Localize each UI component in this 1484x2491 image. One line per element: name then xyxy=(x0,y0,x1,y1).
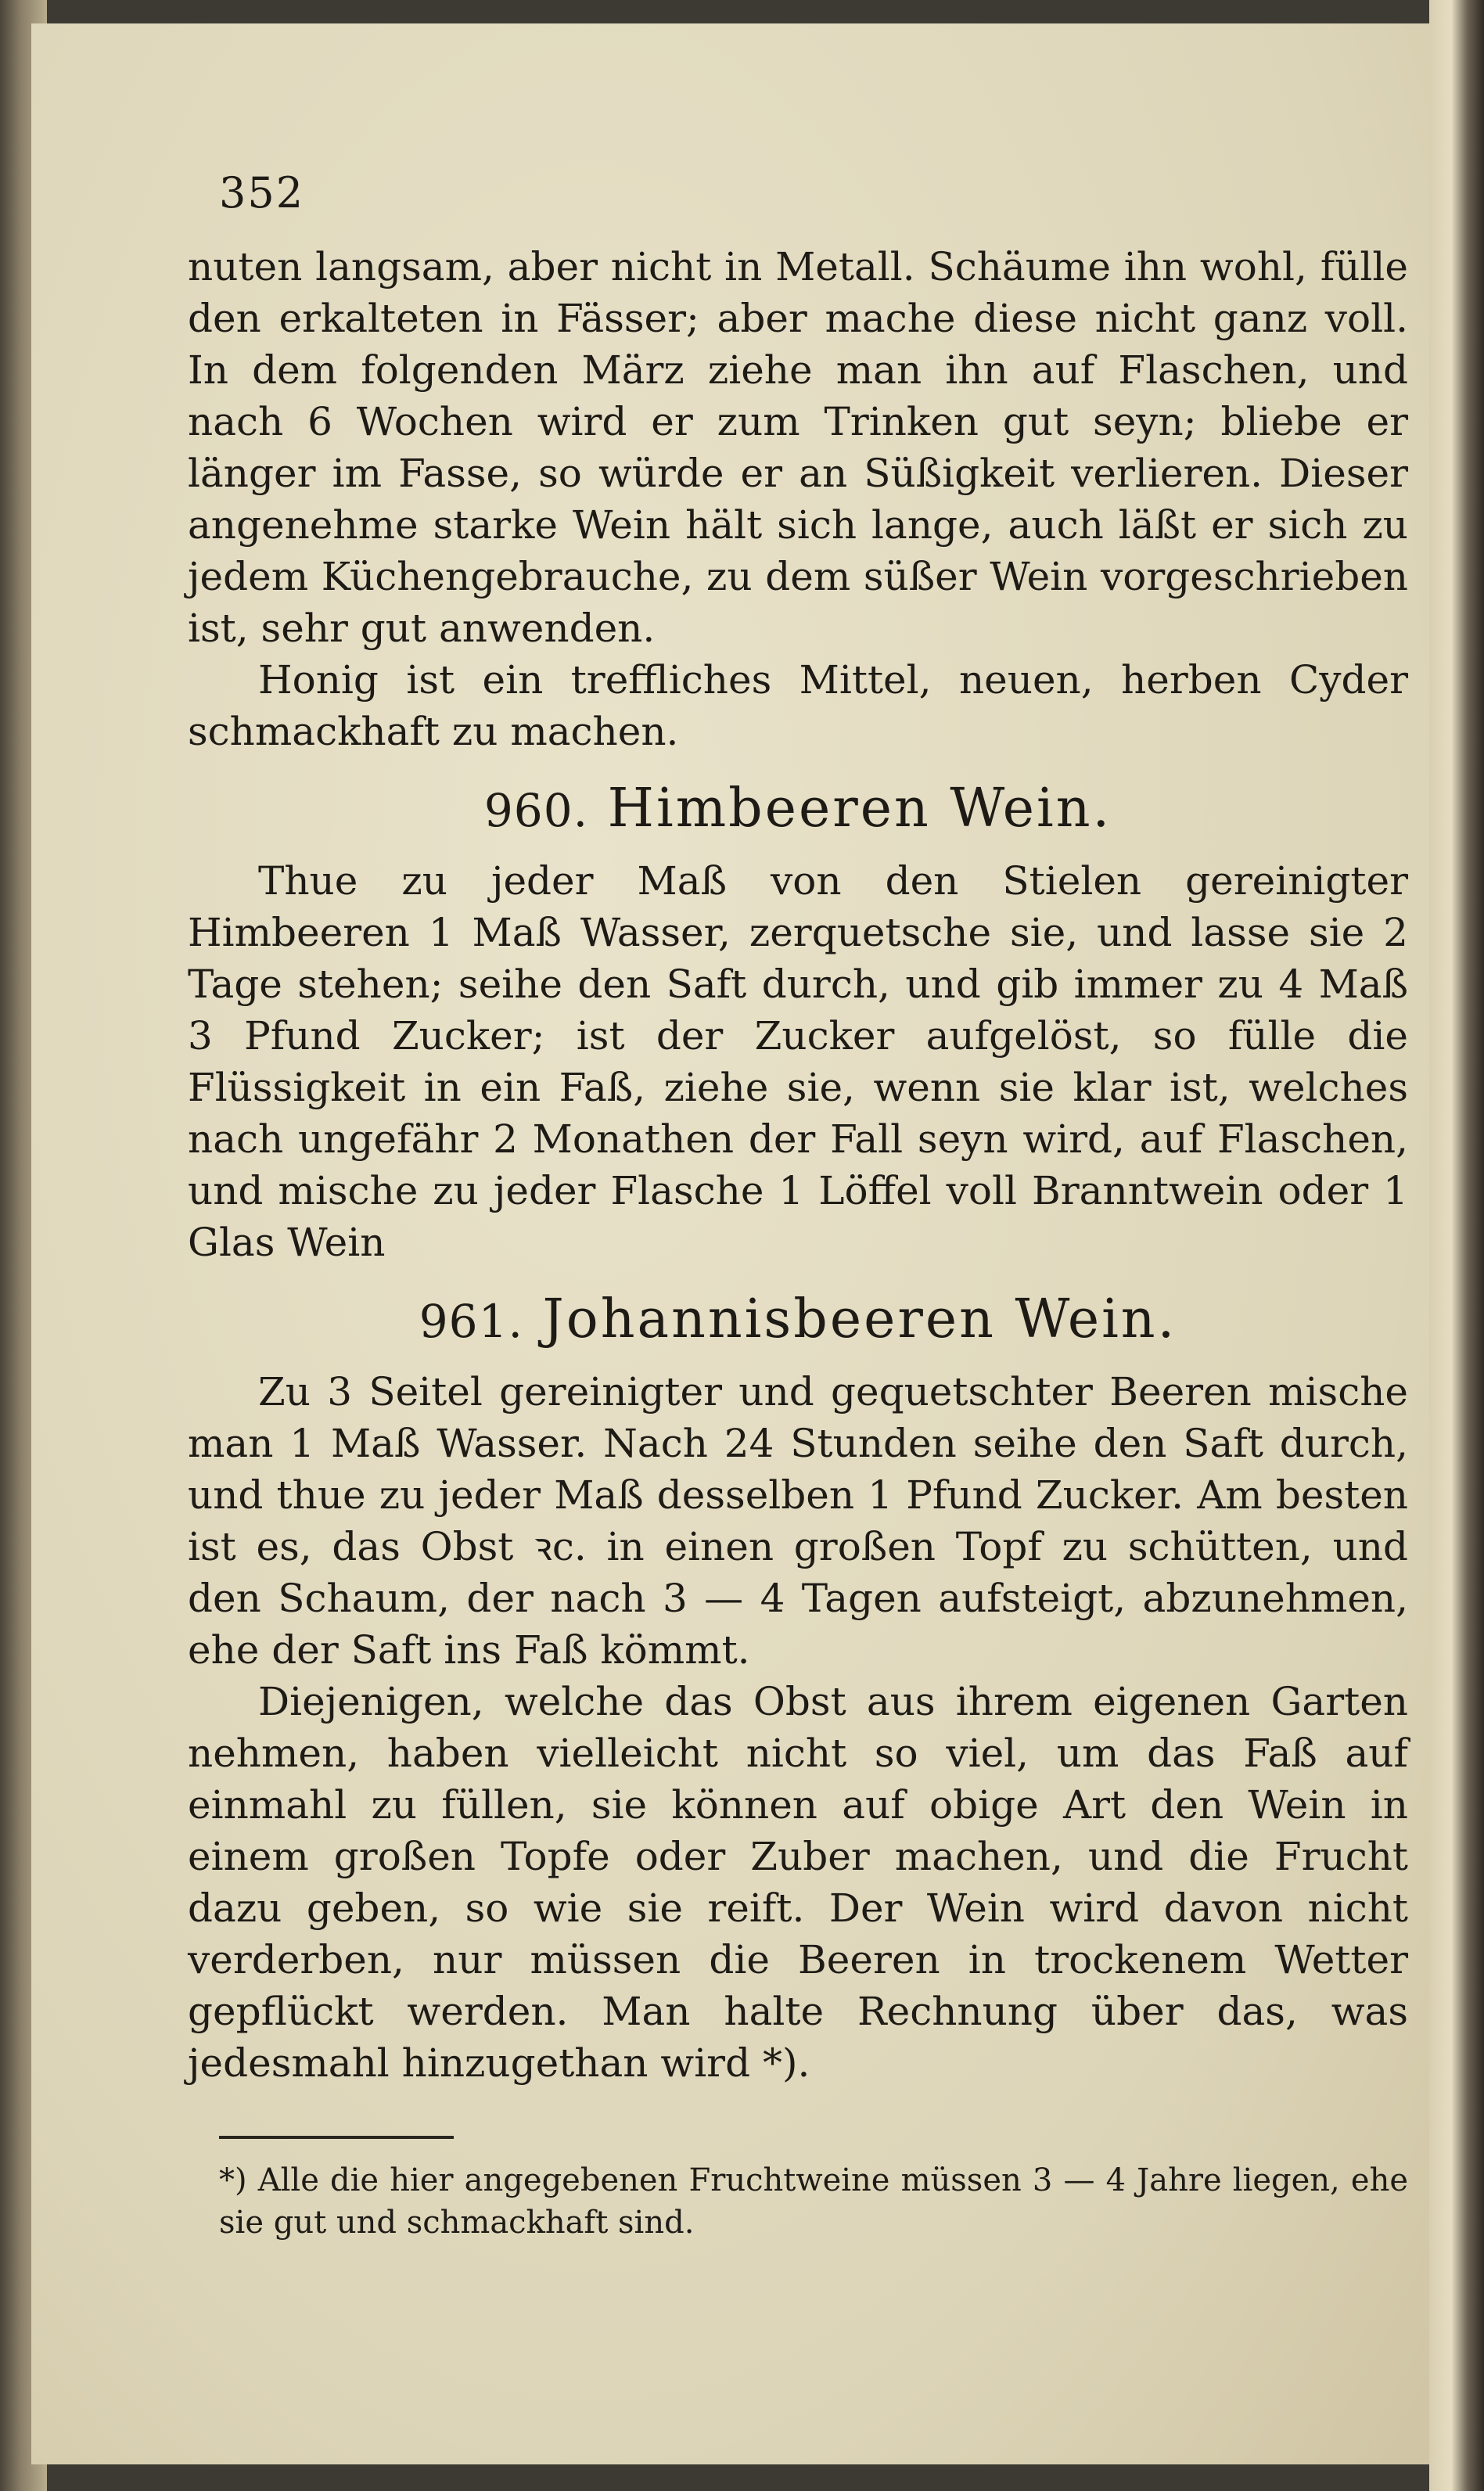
footnote-rule xyxy=(219,2136,454,2139)
paragraph-continuation: nuten langsam, aber nicht in Metall. Schäume ihn wohl, fülle den erkalteten in Fässer; aber mache diese nicht ganz voll. In dem folgenden März ziehe man ihn auf Flaschen, und nach 6 Wochen wird er zum Trinken gut seyn; bliebe er länger im Fasse, so würde er an Süßigkeit verlieren. Dieser angenehme starke Wein hält sich lange, auch läßt er sich zu jedem Küchengebrauche, zu dem süßer Wein vorgeschrieben ist, sehr gut anwenden. xyxy=(188,244,1408,651)
section-title-960: Himbeeren Wein. xyxy=(607,778,1112,839)
footnote: *) Alle die hier angegebenen Fruchtweine müssen 3 — 4 Jahre liegen, ehe sie gut und schmackhaft sind. xyxy=(219,2162,1408,2241)
section-title-961: Johannisbeeren Wein. xyxy=(542,1289,1177,1350)
section-text-961-b: Diejenigen, welche das Obst aus ihrem eigenen Garten nehmen, haben vielleicht nicht so viel, um das Faß auf einmahl zu füllen, sie können auf obige Art den Wein in einem großen Topfe oder Zuber machen, und die Frucht dazu geben, so wie sie reift. Der Wein wird davon nicht verderben, nur müssen die Beeren in trockenem Wetter gepflückt werden. Man halte Rechnung über das, was jedesmahl hinzugethan wird *). xyxy=(188,1679,1408,2086)
section-number-960: 960. xyxy=(483,784,589,837)
section-number-961: 961. xyxy=(419,1295,523,1348)
section-heading-961 xyxy=(188,1289,1408,1350)
page-edge xyxy=(1429,0,1484,2491)
paragraph-honey: Honig ist ein treffliches Mittel, neuen, herben Cyder schmackhaft zu machen. xyxy=(188,657,1408,754)
section-text-960: Thue zu jeder Maß von den Stielen gereinigter Himbeeren 1 Maß Wasser, zerquetsche sie, und lasse sie 2 Tage stehen; seihe den Saft durch, und gib immer zu 4 Maß 3 Pfund Zucker; ist der Zucker aufgelöst, so fülle die Flüssigkeit in ein Faß, ziehe sie, wenn sie klar ist, welches nach ungefähr 2 Monathen der Fall seyn wird, auf Flaschen, und mische zu jeder Flasche 1 Löffel voll Branntwein oder 1 Glas Wein xyxy=(188,858,1408,1265)
page-text xyxy=(188,137,1408,2244)
section-heading-960 xyxy=(188,778,1408,839)
page-number: 352 xyxy=(219,168,305,217)
section-text-961-a: Zu 3 Seitel gereinigter und gequetschter Beeren mische man 1 Maß Wasser. Nach 24 Stunden seihe den Saft durch, und thue zu jeder Maß desselben 1 Pfund Zucker. Am besten ist es, das Obst ꝛc. in einen großen Topf zu schütten, und den Schaum, der nach 3 — 4 Tagen aufsteigt, abzunehmen, ehe der Saft ins Faß kömmt. xyxy=(188,1369,1408,1673)
